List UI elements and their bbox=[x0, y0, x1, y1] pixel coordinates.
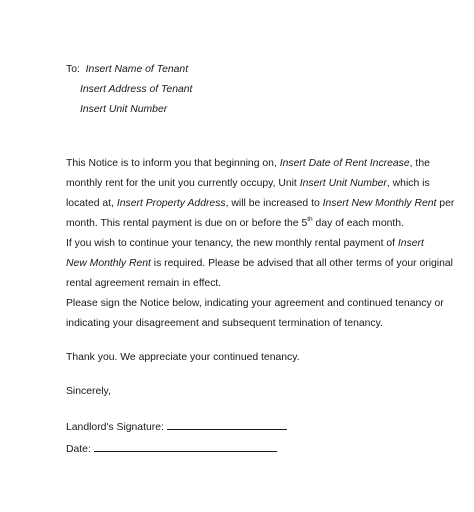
notice-line-3 bbox=[66, 197, 454, 210]
date-row bbox=[66, 441, 277, 456]
new-monthly-rent-placeholder: Insert bbox=[397, 238, 424, 249]
notice-line-2 bbox=[66, 177, 430, 190]
unit-number-placeholder: Insert Unit Number bbox=[80, 104, 168, 115]
unit-number-placeholder: Insert Unit Number bbox=[299, 178, 387, 189]
notice-line-8: Please sign the Notice below, indicating your agreement and continued tenancy or bbox=[66, 298, 444, 309]
notice-text: This Notice is to inform you that beginning on, bbox=[66, 158, 280, 169]
new-monthly-rent-placeholder: New Monthly Rent bbox=[66, 258, 151, 269]
ordinal-suffix: th bbox=[307, 215, 313, 223]
notice-text: located at, bbox=[66, 198, 117, 209]
notice-line-5 bbox=[66, 237, 424, 250]
signature-line bbox=[167, 419, 287, 430]
date-label: Date: bbox=[66, 444, 91, 455]
to-label: To: bbox=[66, 64, 80, 75]
notice-line-6 bbox=[66, 257, 453, 270]
notice-text: , will be increased to bbox=[225, 198, 323, 209]
property-address-placeholder: Insert Property Address bbox=[116, 198, 226, 209]
new-monthly-rent-placeholder: Insert New Monthly Rent bbox=[322, 198, 437, 209]
tenant-address-placeholder: Insert Address of Tenant bbox=[80, 84, 193, 95]
date-line bbox=[94, 441, 277, 452]
rent-increase-date-placeholder: Insert Date of Rent Increase bbox=[279, 158, 410, 169]
notice-line-1 bbox=[66, 157, 430, 170]
notice-text: day of each month. bbox=[312, 218, 404, 229]
notice-text: , the bbox=[409, 158, 430, 169]
signature-row bbox=[66, 419, 287, 434]
tenant-name-placeholder: Insert Name of Tenant bbox=[85, 64, 189, 75]
notice-text: per bbox=[436, 198, 455, 209]
notice-line-9: indicating your disagreement and subsequent termination of tenancy. bbox=[66, 318, 383, 329]
recipient-line bbox=[66, 63, 188, 76]
signature-label: Landlord's Signature: bbox=[66, 422, 164, 433]
notice-text: month. This rental payment is due on or before the 5 bbox=[66, 218, 308, 229]
notice-line-4 bbox=[66, 217, 404, 230]
notice-line-7: rental agreement remain in effect. bbox=[66, 278, 222, 289]
notice-text: , which is bbox=[386, 178, 430, 189]
sincerely-line: Sincerely, bbox=[66, 386, 111, 397]
notice-text: If you wish to continue your tenancy, the new monthly rental payment of bbox=[66, 238, 398, 249]
thank-you-line: Thank you. We appreciate your continued tenancy. bbox=[66, 352, 300, 363]
notice-text: monthly rent for the unit you currently occupy, Unit bbox=[66, 178, 300, 189]
notice-text: is required. Please be advised that all other terms of your original bbox=[150, 258, 453, 269]
